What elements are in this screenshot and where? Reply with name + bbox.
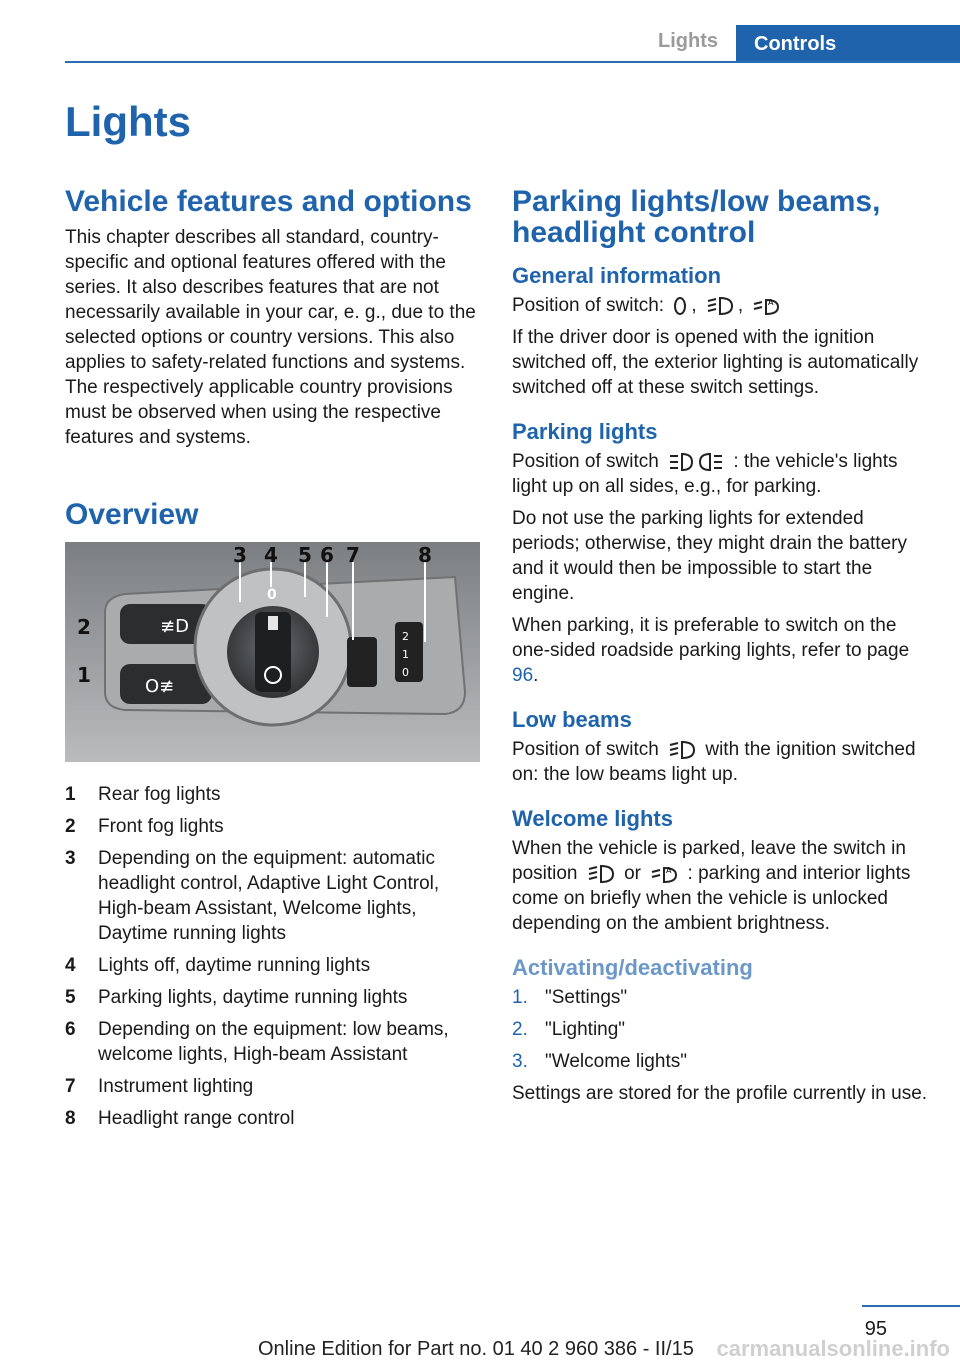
- step-item: 2. "Lighting": [512, 1019, 626, 1040]
- header-section-label: Lights: [658, 30, 718, 52]
- page-96-link[interactable]: 96: [512, 665, 534, 686]
- footer-rule: [862, 1305, 960, 1307]
- right-column: [512, 186, 932, 1113]
- auto-headlight-icon: [650, 864, 678, 884]
- overview-heading: Overview: [65, 498, 199, 531]
- welcome-lights-text: When the vehicle is parked, leave the switch in position or A : parking and interior lights come on briefly when the vehicle is unlocked depending on the ambient brightness.: [512, 838, 911, 934]
- low-beam-icon: [668, 740, 696, 760]
- figure-label-4: 4: [264, 543, 278, 567]
- parking-roadside-text: When parking, it is preferable to switch on the one-sided roadside parking lights, refer to page 96.: [512, 615, 910, 686]
- svg-text:A: A: [768, 297, 774, 307]
- low-beam-icon: [587, 864, 615, 884]
- legend-item: 8 Headlight range control: [65, 1108, 295, 1129]
- svg-text:A: A: [666, 865, 672, 875]
- light-switch-figure: [65, 542, 480, 762]
- svg-text:0: 0: [402, 666, 409, 679]
- features-text: This chapter describes all standard, country-specific and optional features offered with the series. It also describes features that are not necessarily available in your car, e. g., due to the selected options or country versions. This also applies to safety-related functions and systems. The respectively applicable country provisions must be observed when using the respective features and systems.: [65, 227, 476, 448]
- general-switch-position: Position of switch: , , A: [512, 293, 932, 318]
- figure-label-7: 7: [346, 543, 360, 567]
- figure-legend: [65, 782, 485, 1131]
- step-item: 3. "Welcome lights": [512, 1051, 687, 1072]
- low-beams-heading: Low beams: [512, 707, 632, 732]
- figure-label-5: 5: [298, 543, 312, 567]
- light-switch-illustration: [65, 542, 480, 762]
- edition-footer: Online Edition for Part no. 01 40 2 960 386 - II/15: [258, 1338, 694, 1360]
- parking-switch-position: Position of switch : the vehicle's lights light up on all sides, e.g., for parking.: [512, 451, 898, 497]
- svg-text:≢D: ≢D: [160, 616, 189, 637]
- page-number: 95: [864, 1318, 887, 1340]
- auto-headlight-icon: [752, 296, 780, 316]
- legend-item: 5 Parking lights, daytime running lights: [65, 987, 408, 1008]
- legend-item: 1 Rear fog lights: [65, 784, 221, 805]
- parking-low-beams-heading: Parking lights/low beams, headlight control: [512, 185, 881, 249]
- left-column: [65, 186, 485, 1138]
- legend-item: 6 Depending on the equipment: low beams, welcome lights, High-beam Assistant: [65, 1019, 449, 1065]
- parking-lights-heading: Parking lights: [512, 419, 658, 444]
- legend-item: 3 Depending on the equipment: automatic headlight control, Adaptive Light Control, High-beam Assistant, Welcome lights, Daytime running lights: [65, 848, 440, 944]
- svg-text:0: 0: [267, 587, 277, 603]
- low-beam-icon: [706, 296, 734, 316]
- figure-label-3: 3: [233, 543, 247, 567]
- page-title: Lights: [65, 98, 191, 145]
- figure-label-1: 1: [77, 663, 91, 687]
- welcome-lights-heading: Welcome lights: [512, 806, 673, 831]
- parking-lights-icon: [668, 452, 724, 472]
- figure-label-8: 8: [418, 543, 432, 567]
- figure-label-6: 6: [320, 543, 334, 567]
- svg-text:O≢: O≢: [145, 676, 175, 697]
- settings-stored-text: Settings are stored for the profile currently in use.: [512, 1083, 928, 1104]
- svg-text:1: 1: [402, 648, 409, 661]
- step-item: 1. "Settings": [512, 987, 628, 1008]
- header-rule: [65, 61, 960, 63]
- svg-text:2: 2: [402, 630, 409, 643]
- activating-heading: Activating/deactivating: [512, 955, 753, 980]
- watermark: carmanualsonline.info: [716, 1336, 950, 1361]
- switch-off-icon: [673, 296, 687, 316]
- header-tab-controls: Controls: [736, 25, 960, 63]
- legend-item: 2 Front fog lights: [65, 816, 224, 837]
- features-heading: Vehicle features and options: [65, 185, 472, 218]
- legend-item: 7 Instrument lighting: [65, 1076, 254, 1097]
- general-info-heading: General information: [512, 263, 722, 288]
- activation-steps: [512, 985, 932, 1074]
- general-info-text: If the driver door is opened with the ignition switched off, the exterior lighting is automatically switched off at these switch settings.: [512, 327, 919, 398]
- figure-label-2: 2: [77, 615, 91, 639]
- parking-warning-text: Do not use the parking lights for extended periods; otherwise, they might drain the battery and it would then be impossible to start the engine.: [512, 508, 907, 604]
- legend-item: 4 Lights off, daytime running lights: [65, 955, 371, 976]
- low-beams-text: Position of switch with the ignition switched on: the low beams light up.: [512, 739, 916, 785]
